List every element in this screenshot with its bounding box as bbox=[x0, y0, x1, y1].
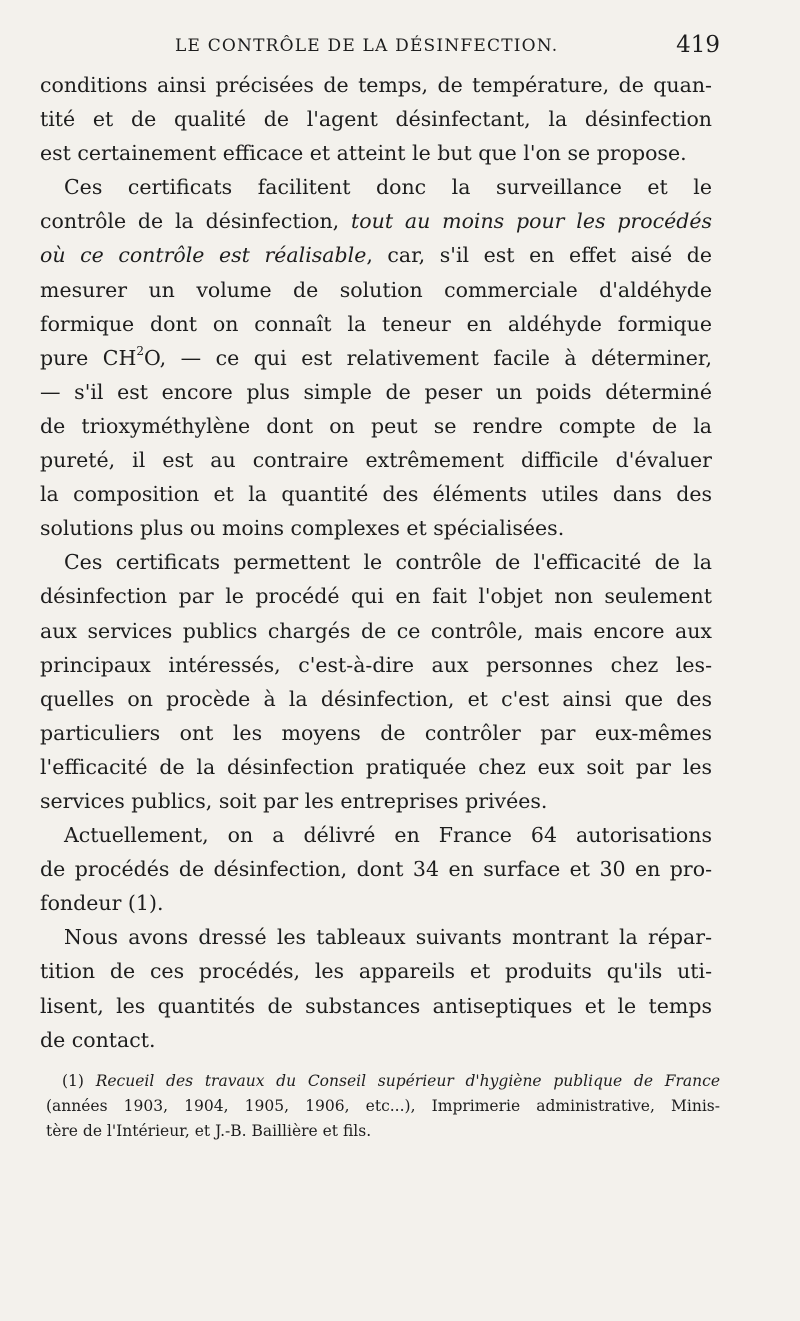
text-line: — s'il est encore plus simple de peser un poids déterminé bbox=[40, 379, 712, 404]
text-line: fondeur (1). bbox=[40, 891, 164, 916]
footnote-line bbox=[46, 1069, 720, 1094]
italic-run: tout au moins pour les procédés bbox=[351, 209, 712, 234]
text-line: pureté, il est au contraire extrêmement difficile d'évaluer bbox=[40, 448, 712, 473]
text-line: est certainement efficace et atteint le but que l'on se propose. bbox=[40, 141, 687, 166]
footnote-line: (années 1903, 1904, 1905, 1906, etc...), Imprimerie administrative, Minis- bbox=[46, 1097, 720, 1115]
text-line: désinfection par le procédé qui en fait l'objet non seulement bbox=[40, 584, 712, 609]
body-text bbox=[40, 68, 712, 1057]
text-line bbox=[40, 341, 712, 375]
italic-run: où ce contrôle est réalisable bbox=[40, 243, 367, 268]
text-line: principaux intéressés, c'est-à-dire aux personnes chez les- bbox=[40, 652, 712, 677]
text-line bbox=[40, 238, 712, 272]
text-line: Ces certificats permettent le contrôle de l'efficacité de la bbox=[64, 550, 712, 575]
text-line: solutions plus ou moins complexes et spécialisées. bbox=[40, 516, 565, 541]
text-line: quelles on procède à la désinfection, et c'est ainsi que des bbox=[40, 686, 712, 711]
text-line: tition de ces procédés, les appareils et produits qu'ils uti- bbox=[40, 959, 712, 984]
text-line: de procédés de désinfection, dont 34 en surface et 30 en pro- bbox=[40, 857, 712, 882]
text-line: particuliers ont les moyens de contrôler par eux-mêmes bbox=[40, 720, 712, 745]
text-line: services publics, soit par les entreprises privées. bbox=[40, 788, 548, 813]
running-title: LE CONTRÔLE DE LA DÉSINFECTION. bbox=[175, 36, 559, 56]
italic-run: Recueil des travaux du Conseil supérieur d'hygiène publique de France bbox=[95, 1072, 720, 1090]
text-line: mesurer un volume de solution commerciale d'aldéhyde bbox=[40, 277, 712, 302]
page-number: 419 bbox=[676, 32, 720, 58]
text-line: formique dont on connaît la teneur en aldéhyde formique bbox=[40, 311, 712, 336]
text-line: Actuellement, on a délivré en France 64 autorisations bbox=[64, 823, 712, 848]
footnote-marker: (1) bbox=[62, 1072, 96, 1090]
superscript: 2 bbox=[136, 343, 144, 358]
text-line: la composition et la quantité des éléments utiles dans des bbox=[40, 482, 712, 507]
text-line: aux services publics chargés de ce contrôle, mais encore aux bbox=[40, 618, 712, 643]
paragraph-2 bbox=[40, 170, 712, 545]
text-run: O, — ce qui est relativement facile à déterminer, bbox=[143, 345, 712, 370]
paragraph-3 bbox=[40, 545, 712, 818]
text-run: contrôle de la désinfection, bbox=[40, 209, 352, 234]
page-header bbox=[40, 32, 720, 58]
paragraph-5 bbox=[40, 920, 712, 1056]
paragraph-1 bbox=[40, 68, 712, 170]
text-line: de contact. bbox=[40, 1027, 156, 1052]
text-line: Ces certificats facilitent donc la surveillance et le bbox=[64, 175, 712, 200]
text-line: conditions ainsi précisées de temps, de température, de quan- bbox=[40, 73, 712, 97]
text-run: pure CH bbox=[40, 345, 137, 370]
text-line: lisent, les quantités de substances antiseptiques et le temps bbox=[40, 993, 712, 1018]
text-line: l'efficacité de la désinfection pratiquée chez eux soit par les bbox=[40, 754, 712, 779]
footnote-line: tère de l'Intérieur, et J.-B. Baillière et fils. bbox=[46, 1122, 372, 1140]
text-line bbox=[40, 204, 712, 238]
footnote bbox=[46, 1069, 720, 1144]
text-run: , car, s'il est en effet aisé de bbox=[366, 243, 712, 268]
text-line: tité et de qualité de l'agent désinfectant, la désinfection bbox=[40, 107, 712, 132]
paragraph-4 bbox=[40, 818, 712, 920]
text-line: Nous avons dressé les tableaux suivants montrant la répar- bbox=[64, 925, 712, 950]
text-line: de trioxyméthylène dont on peut se rendre compte de la bbox=[40, 413, 712, 438]
